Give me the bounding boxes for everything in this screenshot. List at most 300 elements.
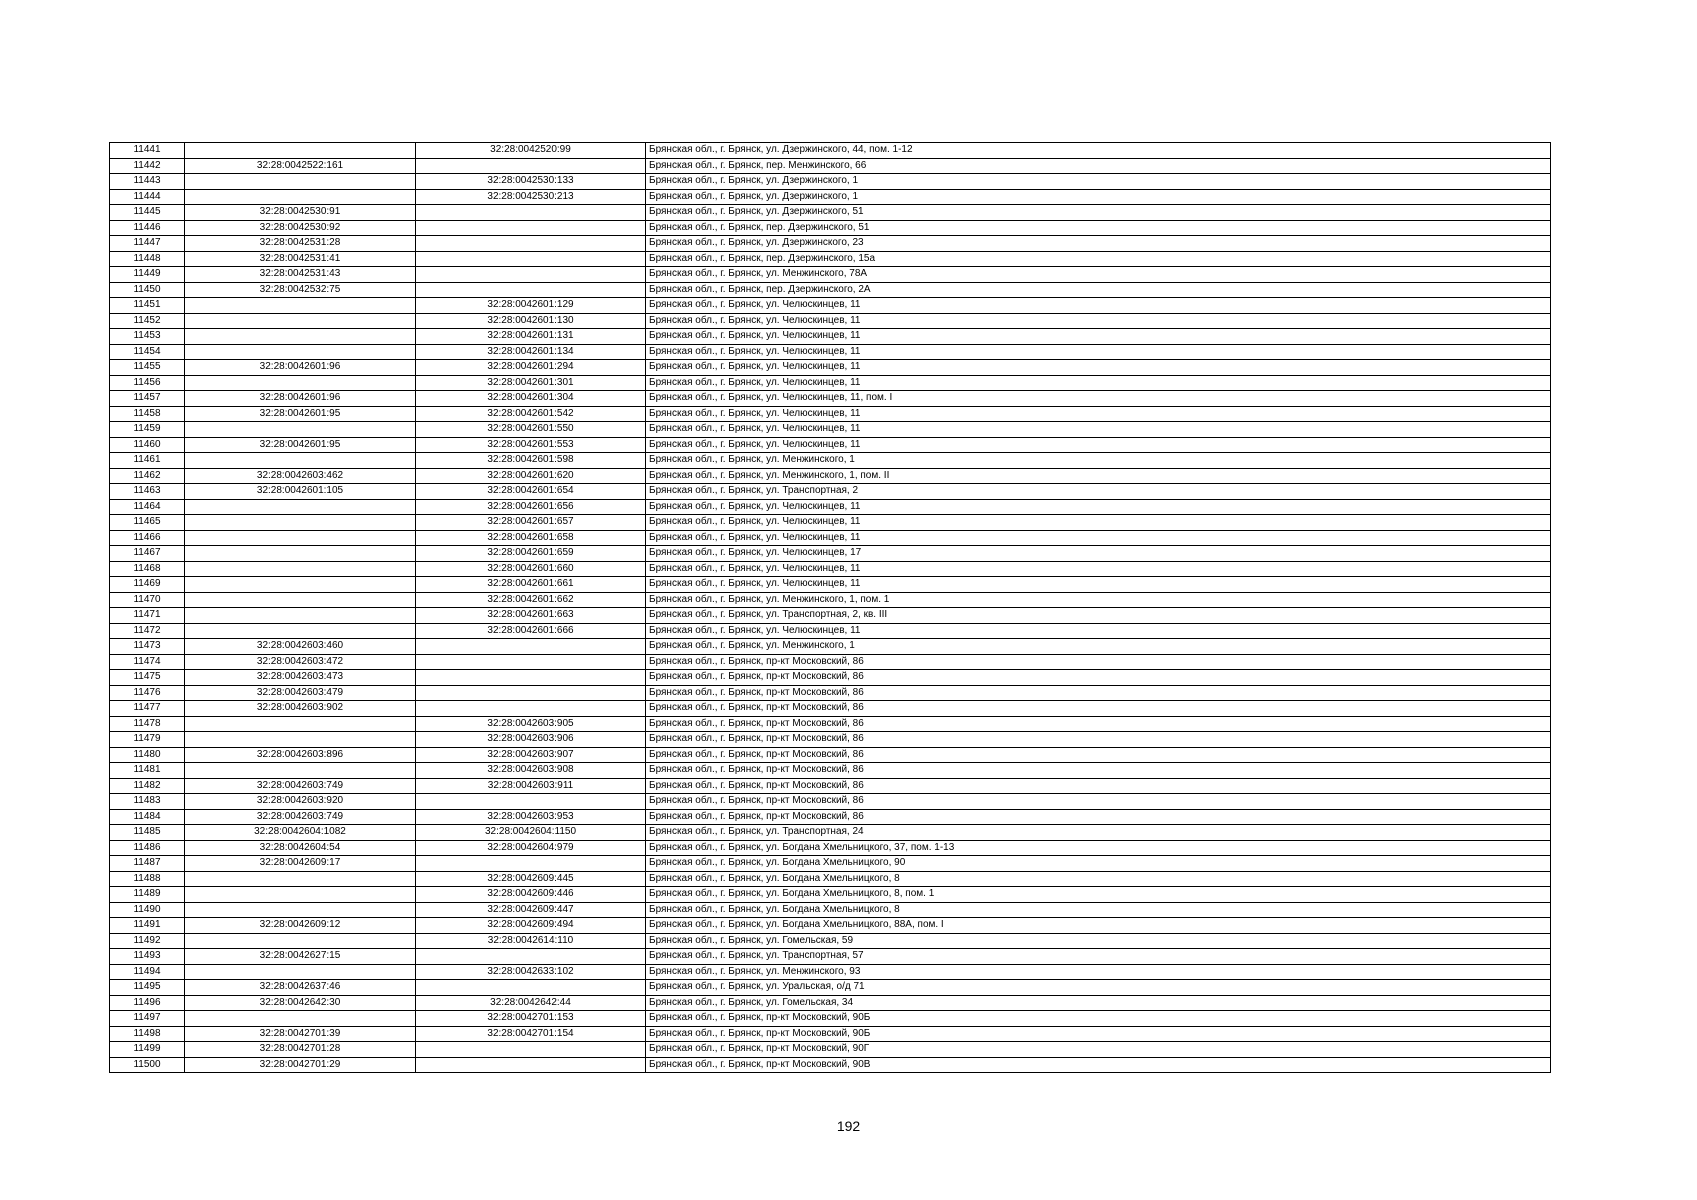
object-cadastral-number-cell [416,670,646,686]
row-number-cell: 11464 [110,499,185,515]
row-number-cell: 11499 [110,1042,185,1058]
object-cadastral-number-cell: 32:28:0042601:598 [416,453,646,469]
object-cadastral-number-cell [416,685,646,701]
address-cell: Брянская обл., г. Брянск, ул. Уральская, о/д 71 [646,980,1551,996]
land-cadastral-number-cell [185,964,416,980]
land-cadastral-number-cell: 32:28:0042627:15 [185,949,416,965]
row-number-cell: 11493 [110,949,185,965]
table-row [110,825,1551,841]
table-row [110,313,1551,329]
object-cadastral-number-cell [416,282,646,298]
address-cell: Брянская обл., г. Брянск, ул. Челюскинцев, 11 [646,422,1551,438]
address-cell: Брянская обл., г. Брянск, ул. Богдана Хмельницкого, 90 [646,856,1551,872]
land-cadastral-number-cell: 32:28:0042637:46 [185,980,416,996]
table-row [110,499,1551,515]
table-row [110,437,1551,453]
table-row [110,205,1551,221]
object-cadastral-number-cell [416,251,646,267]
row-number-cell: 11451 [110,298,185,314]
address-cell: Брянская обл., г. Брянск, ул. Челюскинцев, 11 [646,298,1551,314]
row-number-cell: 11463 [110,484,185,500]
row-number-cell: 11446 [110,220,185,236]
object-cadastral-number-cell [416,158,646,174]
address-cell: Брянская обл., г. Брянск, ул. Челюскинцев, 11 [646,515,1551,531]
object-cadastral-number-cell: 32:28:0042530:133 [416,174,646,190]
land-cadastral-number-cell: 32:28:0042603:749 [185,778,416,794]
table-row [110,639,1551,655]
land-cadastral-number-cell [185,313,416,329]
address-cell: Брянская обл., г. Брянск, пр-кт Московский, 86 [646,685,1551,701]
address-cell: Брянская обл., г. Брянск, ул. Менжинского, 1, пом. II [646,468,1551,484]
address-cell: Брянская обл., г. Брянск, ул. Дзержинского, 1 [646,189,1551,205]
table-row [110,623,1551,639]
table-row [110,375,1551,391]
land-cadastral-number-cell: 32:28:0042530:91 [185,205,416,221]
table-row [110,453,1551,469]
land-cadastral-number-cell [185,174,416,190]
object-cadastral-number-cell: 32:28:0042601:130 [416,313,646,329]
land-cadastral-number-cell: 32:28:0042530:92 [185,220,416,236]
row-number-cell: 11474 [110,654,185,670]
object-cadastral-number-cell: 32:28:0042603:905 [416,716,646,732]
object-cadastral-number-cell: 32:28:0042603:911 [416,778,646,794]
table-row [110,1026,1551,1042]
row-number-cell: 11500 [110,1057,185,1073]
row-number-cell: 11450 [110,282,185,298]
row-number-cell: 11471 [110,608,185,624]
row-number-cell: 11469 [110,577,185,593]
object-cadastral-number-cell [416,856,646,872]
address-cell: Брянская обл., г. Брянск, ул. Богдана Хмельницкого, 88А, пом. I [646,918,1551,934]
row-number-cell: 11468 [110,561,185,577]
land-cadastral-number-cell: 32:28:0042603:473 [185,670,416,686]
table-row [110,840,1551,856]
address-cell: Брянская обл., г. Брянск, пр-кт Московский, 86 [646,732,1551,748]
object-cadastral-number-cell: 32:28:0042601:134 [416,344,646,360]
object-cadastral-number-cell: 32:28:0042520:99 [416,143,646,159]
table-row [110,360,1551,376]
row-number-cell: 11448 [110,251,185,267]
table-row [110,701,1551,717]
object-cadastral-number-cell: 32:28:0042603:908 [416,763,646,779]
table-row [110,732,1551,748]
land-cadastral-number-cell [185,902,416,918]
land-cadastral-number-cell [185,515,416,531]
address-cell: Брянская обл., г. Брянск, ул. Менжинского, 93 [646,964,1551,980]
object-cadastral-number-cell: 32:28:0042603:906 [416,732,646,748]
object-cadastral-number-cell: 32:28:0042601:301 [416,375,646,391]
row-number-cell: 11478 [110,716,185,732]
object-cadastral-number-cell: 32:28:0042642:44 [416,995,646,1011]
land-cadastral-number-cell: 32:28:0042531:41 [185,251,416,267]
address-cell: Брянская обл., г. Брянск, ул. Дзержинского, 51 [646,205,1551,221]
land-cadastral-number-cell [185,422,416,438]
land-cadastral-number-cell [185,592,416,608]
object-cadastral-number-cell [416,980,646,996]
address-cell: Брянская обл., г. Брянск, ул. Челюскинцев, 11 [646,360,1551,376]
object-cadastral-number-cell: 32:28:0042701:154 [416,1026,646,1042]
row-number-cell: 11481 [110,763,185,779]
land-cadastral-number-cell: 32:28:0042609:12 [185,918,416,934]
row-number-cell: 11473 [110,639,185,655]
row-number-cell: 11462 [110,468,185,484]
land-cadastral-number-cell: 32:28:0042603:472 [185,654,416,670]
object-cadastral-number-cell: 32:28:0042601:294 [416,360,646,376]
table-row [110,267,1551,283]
land-cadastral-number-cell: 32:28:0042531:28 [185,236,416,252]
address-cell: Брянская обл., г. Брянск, ул. Транспортная, 57 [646,949,1551,965]
object-cadastral-number-cell: 32:28:0042601:550 [416,422,646,438]
land-cadastral-number-cell: 32:28:0042603:462 [185,468,416,484]
land-cadastral-number-cell: 32:28:0042603:460 [185,639,416,655]
table-row [110,949,1551,965]
row-number-cell: 11486 [110,840,185,856]
table-row [110,251,1551,267]
object-cadastral-number-cell: 32:28:0042604:1150 [416,825,646,841]
address-cell: Брянская обл., г. Брянск, пр-кт Московский, 86 [646,701,1551,717]
address-cell: Брянская обл., г. Брянск, пр-кт Московский, 86 [646,809,1551,825]
table-row [110,329,1551,345]
object-cadastral-number-cell: 32:28:0042601:129 [416,298,646,314]
object-cadastral-number-cell [416,236,646,252]
land-cadastral-number-cell [185,143,416,159]
land-cadastral-number-cell: 32:28:0042701:28 [185,1042,416,1058]
address-cell: Брянская обл., г. Брянск, пр-кт Московский, 90В [646,1057,1551,1073]
land-cadastral-number-cell: 32:28:0042604:1082 [185,825,416,841]
row-number-cell: 11472 [110,623,185,639]
address-cell: Брянская обл., г. Брянск, ул. Челюскинцев, 11 [646,437,1551,453]
land-cadastral-number-cell [185,1011,416,1027]
land-cadastral-number-cell: 32:28:0042603:920 [185,794,416,810]
row-number-cell: 11495 [110,980,185,996]
row-number-cell: 11467 [110,546,185,562]
table-row [110,406,1551,422]
table-row [110,685,1551,701]
address-cell: Брянская обл., г. Брянск, ул. Челюскинцев, 17 [646,546,1551,562]
registry-table-body [110,143,1551,1073]
row-number-cell: 11492 [110,933,185,949]
address-cell: Брянская обл., г. Брянск, ул. Менжинского, 1 [646,639,1551,655]
table-row [110,980,1551,996]
land-cadastral-number-cell: 32:28:0042601:96 [185,360,416,376]
land-cadastral-number-cell [185,608,416,624]
object-cadastral-number-cell: 32:28:0042601:660 [416,561,646,577]
land-cadastral-number-cell: 32:28:0042522:161 [185,158,416,174]
address-cell: Брянская обл., г. Брянск, пр-кт Московский, 86 [646,716,1551,732]
land-cadastral-number-cell: 32:28:0042603:902 [185,701,416,717]
address-cell: Брянская обл., г. Брянск, пр-кт Московский, 90Г [646,1042,1551,1058]
object-cadastral-number-cell: 32:28:0042609:446 [416,887,646,903]
object-cadastral-number-cell: 32:28:0042601:657 [416,515,646,531]
object-cadastral-number-cell: 32:28:0042601:658 [416,530,646,546]
land-cadastral-number-cell [185,561,416,577]
row-number-cell: 11458 [110,406,185,422]
row-number-cell: 11476 [110,685,185,701]
address-cell: Брянская обл., г. Брянск, ул. Богдана Хмельницкого, 8, пом. 1 [646,887,1551,903]
row-number-cell: 11483 [110,794,185,810]
object-cadastral-number-cell: 32:28:0042601:131 [416,329,646,345]
land-cadastral-number-cell [185,499,416,515]
object-cadastral-number-cell [416,267,646,283]
table-row [110,530,1551,546]
object-cadastral-number-cell [416,654,646,670]
address-cell: Брянская обл., г. Брянск, ул. Дзержинского, 1 [646,174,1551,190]
object-cadastral-number-cell [416,639,646,655]
object-cadastral-number-cell: 32:28:0042601:654 [416,484,646,500]
address-cell: Брянская обл., г. Брянск, ул. Челюскинцев, 11 [646,406,1551,422]
row-number-cell: 11484 [110,809,185,825]
land-cadastral-number-cell: 32:28:0042604:54 [185,840,416,856]
object-cadastral-number-cell: 32:28:0042609:445 [416,871,646,887]
land-cadastral-number-cell: 32:28:0042531:43 [185,267,416,283]
land-cadastral-number-cell [185,530,416,546]
row-number-cell: 11477 [110,701,185,717]
land-cadastral-number-cell [185,763,416,779]
row-number-cell: 11457 [110,391,185,407]
table-row [110,468,1551,484]
table-row [110,964,1551,980]
object-cadastral-number-cell: 32:28:0042603:953 [416,809,646,825]
row-number-cell: 11452 [110,313,185,329]
table-row [110,1057,1551,1073]
row-number-cell: 11443 [110,174,185,190]
address-cell: Брянская обл., г. Брянск, пр-кт Московский, 86 [646,670,1551,686]
row-number-cell: 11496 [110,995,185,1011]
object-cadastral-number-cell: 32:28:0042601:659 [416,546,646,562]
object-cadastral-number-cell [416,701,646,717]
land-cadastral-number-cell: 32:28:0042701:29 [185,1057,416,1073]
row-number-cell: 11442 [110,158,185,174]
land-cadastral-number-cell: 32:28:0042601:96 [185,391,416,407]
address-cell: Брянская обл., г. Брянск, ул. Челюскинцев, 11 [646,329,1551,345]
address-cell: Брянская обл., г. Брянск, пер. Дзержинского, 51 [646,220,1551,236]
object-cadastral-number-cell: 32:28:0042601:661 [416,577,646,593]
registry-table [109,142,1551,1073]
address-cell: Брянская обл., г. Брянск, ул. Гомельская, 34 [646,995,1551,1011]
land-cadastral-number-cell: 32:28:0042701:39 [185,1026,416,1042]
table-row [110,856,1551,872]
table-row [110,887,1551,903]
row-number-cell: 11491 [110,918,185,934]
land-cadastral-number-cell [185,732,416,748]
table-row [110,484,1551,500]
row-number-cell: 11459 [110,422,185,438]
object-cadastral-number-cell [416,205,646,221]
object-cadastral-number-cell: 32:28:0042601:304 [416,391,646,407]
address-cell: Брянская обл., г. Брянск, ул. Челюскинцев, 11 [646,623,1551,639]
object-cadastral-number-cell: 32:28:0042609:494 [416,918,646,934]
address-cell: Брянская обл., г. Брянск, ул. Дзержинского, 44, пом. 1-12 [646,143,1551,159]
land-cadastral-number-cell: 32:28:0042603:749 [185,809,416,825]
table-row [110,220,1551,236]
row-number-cell: 11456 [110,375,185,391]
table-row [110,902,1551,918]
address-cell: Брянская обл., г. Брянск, пр-кт Московский, 86 [646,747,1551,763]
row-number-cell: 11485 [110,825,185,841]
table-row [110,654,1551,670]
table-row [110,995,1551,1011]
address-cell: Брянская обл., г. Брянск, ул. Транспортная, 2, кв. III [646,608,1551,624]
address-cell: Брянская обл., г. Брянск, ул. Менжинского, 1, пом. 1 [646,592,1551,608]
address-cell: Брянская обл., г. Брянск, пер. Менжинского, 66 [646,158,1551,174]
row-number-cell: 11487 [110,856,185,872]
row-number-cell: 11461 [110,453,185,469]
address-cell: Брянская обл., г. Брянск, ул. Дзержинского, 23 [646,236,1551,252]
object-cadastral-number-cell: 32:28:0042601:542 [416,406,646,422]
object-cadastral-number-cell [416,1042,646,1058]
address-cell: Брянская обл., г. Брянск, ул. Богдана Хмельницкого, 8 [646,871,1551,887]
row-number-cell: 11466 [110,530,185,546]
land-cadastral-number-cell: 32:28:0042601:105 [185,484,416,500]
row-number-cell: 11470 [110,592,185,608]
row-number-cell: 11460 [110,437,185,453]
object-cadastral-number-cell: 32:28:0042601:553 [416,437,646,453]
row-number-cell: 11465 [110,515,185,531]
table-row [110,158,1551,174]
table-row [110,174,1551,190]
address-cell: Брянская обл., г. Брянск, ул. Менжинского, 1 [646,453,1551,469]
row-number-cell: 11479 [110,732,185,748]
land-cadastral-number-cell: 32:28:0042603:479 [185,685,416,701]
object-cadastral-number-cell: 32:28:0042530:213 [416,189,646,205]
table-row [110,391,1551,407]
address-cell: Брянская обл., г. Брянск, пер. Дзержинского, 15а [646,251,1551,267]
row-number-cell: 11489 [110,887,185,903]
object-cadastral-number-cell: 32:28:0042601:620 [416,468,646,484]
land-cadastral-number-cell: 32:28:0042601:95 [185,406,416,422]
address-cell: Брянская обл., г. Брянск, ул. Челюскинцев, 11 [646,530,1551,546]
object-cadastral-number-cell: 32:28:0042614:110 [416,933,646,949]
table-row [110,716,1551,732]
table-row [110,1042,1551,1058]
land-cadastral-number-cell: 32:28:0042601:95 [185,437,416,453]
address-cell: Брянская обл., г. Брянск, ул. Транспортная, 24 [646,825,1551,841]
row-number-cell: 11453 [110,329,185,345]
land-cadastral-number-cell [185,453,416,469]
address-cell: Брянская обл., г. Брянск, ул. Богдана Хмельницкого, 8 [646,902,1551,918]
address-cell: Брянская обл., г. Брянск, ул. Челюскинцев, 11, пом. I [646,391,1551,407]
address-cell: Брянская обл., г. Брянск, ул. Челюскинцев, 11 [646,375,1551,391]
row-number-cell: 11480 [110,747,185,763]
table-row [110,189,1551,205]
address-cell: Брянская обл., г. Брянск, ул. Челюскинцев, 11 [646,561,1551,577]
table-row [110,747,1551,763]
address-cell: Брянская обл., г. Брянск, пр-кт Московский, 90Б [646,1026,1551,1042]
table-row [110,933,1551,949]
table-row [110,794,1551,810]
object-cadastral-number-cell [416,794,646,810]
table-row [110,515,1551,531]
land-cadastral-number-cell [185,933,416,949]
row-number-cell: 11482 [110,778,185,794]
land-cadastral-number-cell [185,871,416,887]
address-cell: Брянская обл., г. Брянск, ул. Гомельская, 59 [646,933,1551,949]
land-cadastral-number-cell [185,329,416,345]
row-number-cell: 11494 [110,964,185,980]
table-row [110,763,1551,779]
row-number-cell: 11454 [110,344,185,360]
land-cadastral-number-cell: 32:28:0042642:30 [185,995,416,1011]
address-cell: Брянская обл., г. Брянск, ул. Челюскинцев, 11 [646,344,1551,360]
address-cell: Брянская обл., г. Брянск, пр-кт Московский, 86 [646,654,1551,670]
row-number-cell: 11498 [110,1026,185,1042]
row-number-cell: 11445 [110,205,185,221]
object-cadastral-number-cell: 32:28:0042601:662 [416,592,646,608]
table-row [110,670,1551,686]
land-cadastral-number-cell [185,189,416,205]
land-cadastral-number-cell [185,716,416,732]
land-cadastral-number-cell [185,623,416,639]
address-cell: Брянская обл., г. Брянск, ул. Транспортная, 2 [646,484,1551,500]
land-cadastral-number-cell [185,298,416,314]
address-cell: Брянская обл., г. Брянск, ул. Челюскинцев, 11 [646,577,1551,593]
land-cadastral-number-cell: 32:28:0042609:17 [185,856,416,872]
table-row [110,577,1551,593]
object-cadastral-number-cell: 32:28:0042601:663 [416,608,646,624]
object-cadastral-number-cell: 32:28:0042633:102 [416,964,646,980]
table-row [110,298,1551,314]
object-cadastral-number-cell [416,949,646,965]
row-number-cell: 11455 [110,360,185,376]
land-cadastral-number-cell [185,887,416,903]
address-cell: Брянская обл., г. Брянск, ул. Челюскинцев, 11 [646,499,1551,515]
address-cell: Брянская обл., г. Брянск, ул. Менжинского, 78А [646,267,1551,283]
table-row [110,592,1551,608]
table-row [110,918,1551,934]
address-cell: Брянская обл., г. Брянск, ул. Челюскинцев, 11 [646,313,1551,329]
address-cell: Брянская обл., г. Брянск, ул. Богдана Хмельницкого, 37, пом. 1-13 [646,840,1551,856]
address-cell: Брянская обл., г. Брянск, пер. Дзержинского, 2А [646,282,1551,298]
object-cadastral-number-cell: 32:28:0042601:666 [416,623,646,639]
object-cadastral-number-cell [416,1057,646,1073]
table-row [110,778,1551,794]
object-cadastral-number-cell: 32:28:0042604:979 [416,840,646,856]
land-cadastral-number-cell [185,344,416,360]
row-number-cell: 11488 [110,871,185,887]
table-row [110,809,1551,825]
table-row [110,1011,1551,1027]
table-row [110,546,1551,562]
row-number-cell: 11475 [110,670,185,686]
page-number: 192 [836,1118,861,1134]
address-cell: Брянская обл., г. Брянск, пр-кт Московский, 86 [646,778,1551,794]
row-number-cell: 11490 [110,902,185,918]
row-number-cell: 11444 [110,189,185,205]
table-row [110,561,1551,577]
object-cadastral-number-cell: 32:28:0042701:153 [416,1011,646,1027]
object-cadastral-number-cell: 32:28:0042609:447 [416,902,646,918]
table-row [110,236,1551,252]
land-cadastral-number-cell [185,375,416,391]
land-cadastral-number-cell: 32:28:0042532:75 [185,282,416,298]
object-cadastral-number-cell: 32:28:0042601:656 [416,499,646,515]
address-cell: Брянская обл., г. Брянск, пр-кт Московский, 86 [646,763,1551,779]
table-row [110,282,1551,298]
row-number-cell: 11497 [110,1011,185,1027]
table-row [110,344,1551,360]
row-number-cell: 11449 [110,267,185,283]
object-cadastral-number-cell: 32:28:0042603:907 [416,747,646,763]
address-cell: Брянская обл., г. Брянск, пр-кт Московский, 90Б [646,1011,1551,1027]
land-cadastral-number-cell [185,577,416,593]
land-cadastral-number-cell [185,546,416,562]
address-cell: Брянская обл., г. Брянск, пр-кт Московский, 86 [646,794,1551,810]
row-number-cell: 11441 [110,143,185,159]
table-row [110,608,1551,624]
table-row [110,422,1551,438]
row-number-cell: 11447 [110,236,185,252]
table-row [110,143,1551,159]
